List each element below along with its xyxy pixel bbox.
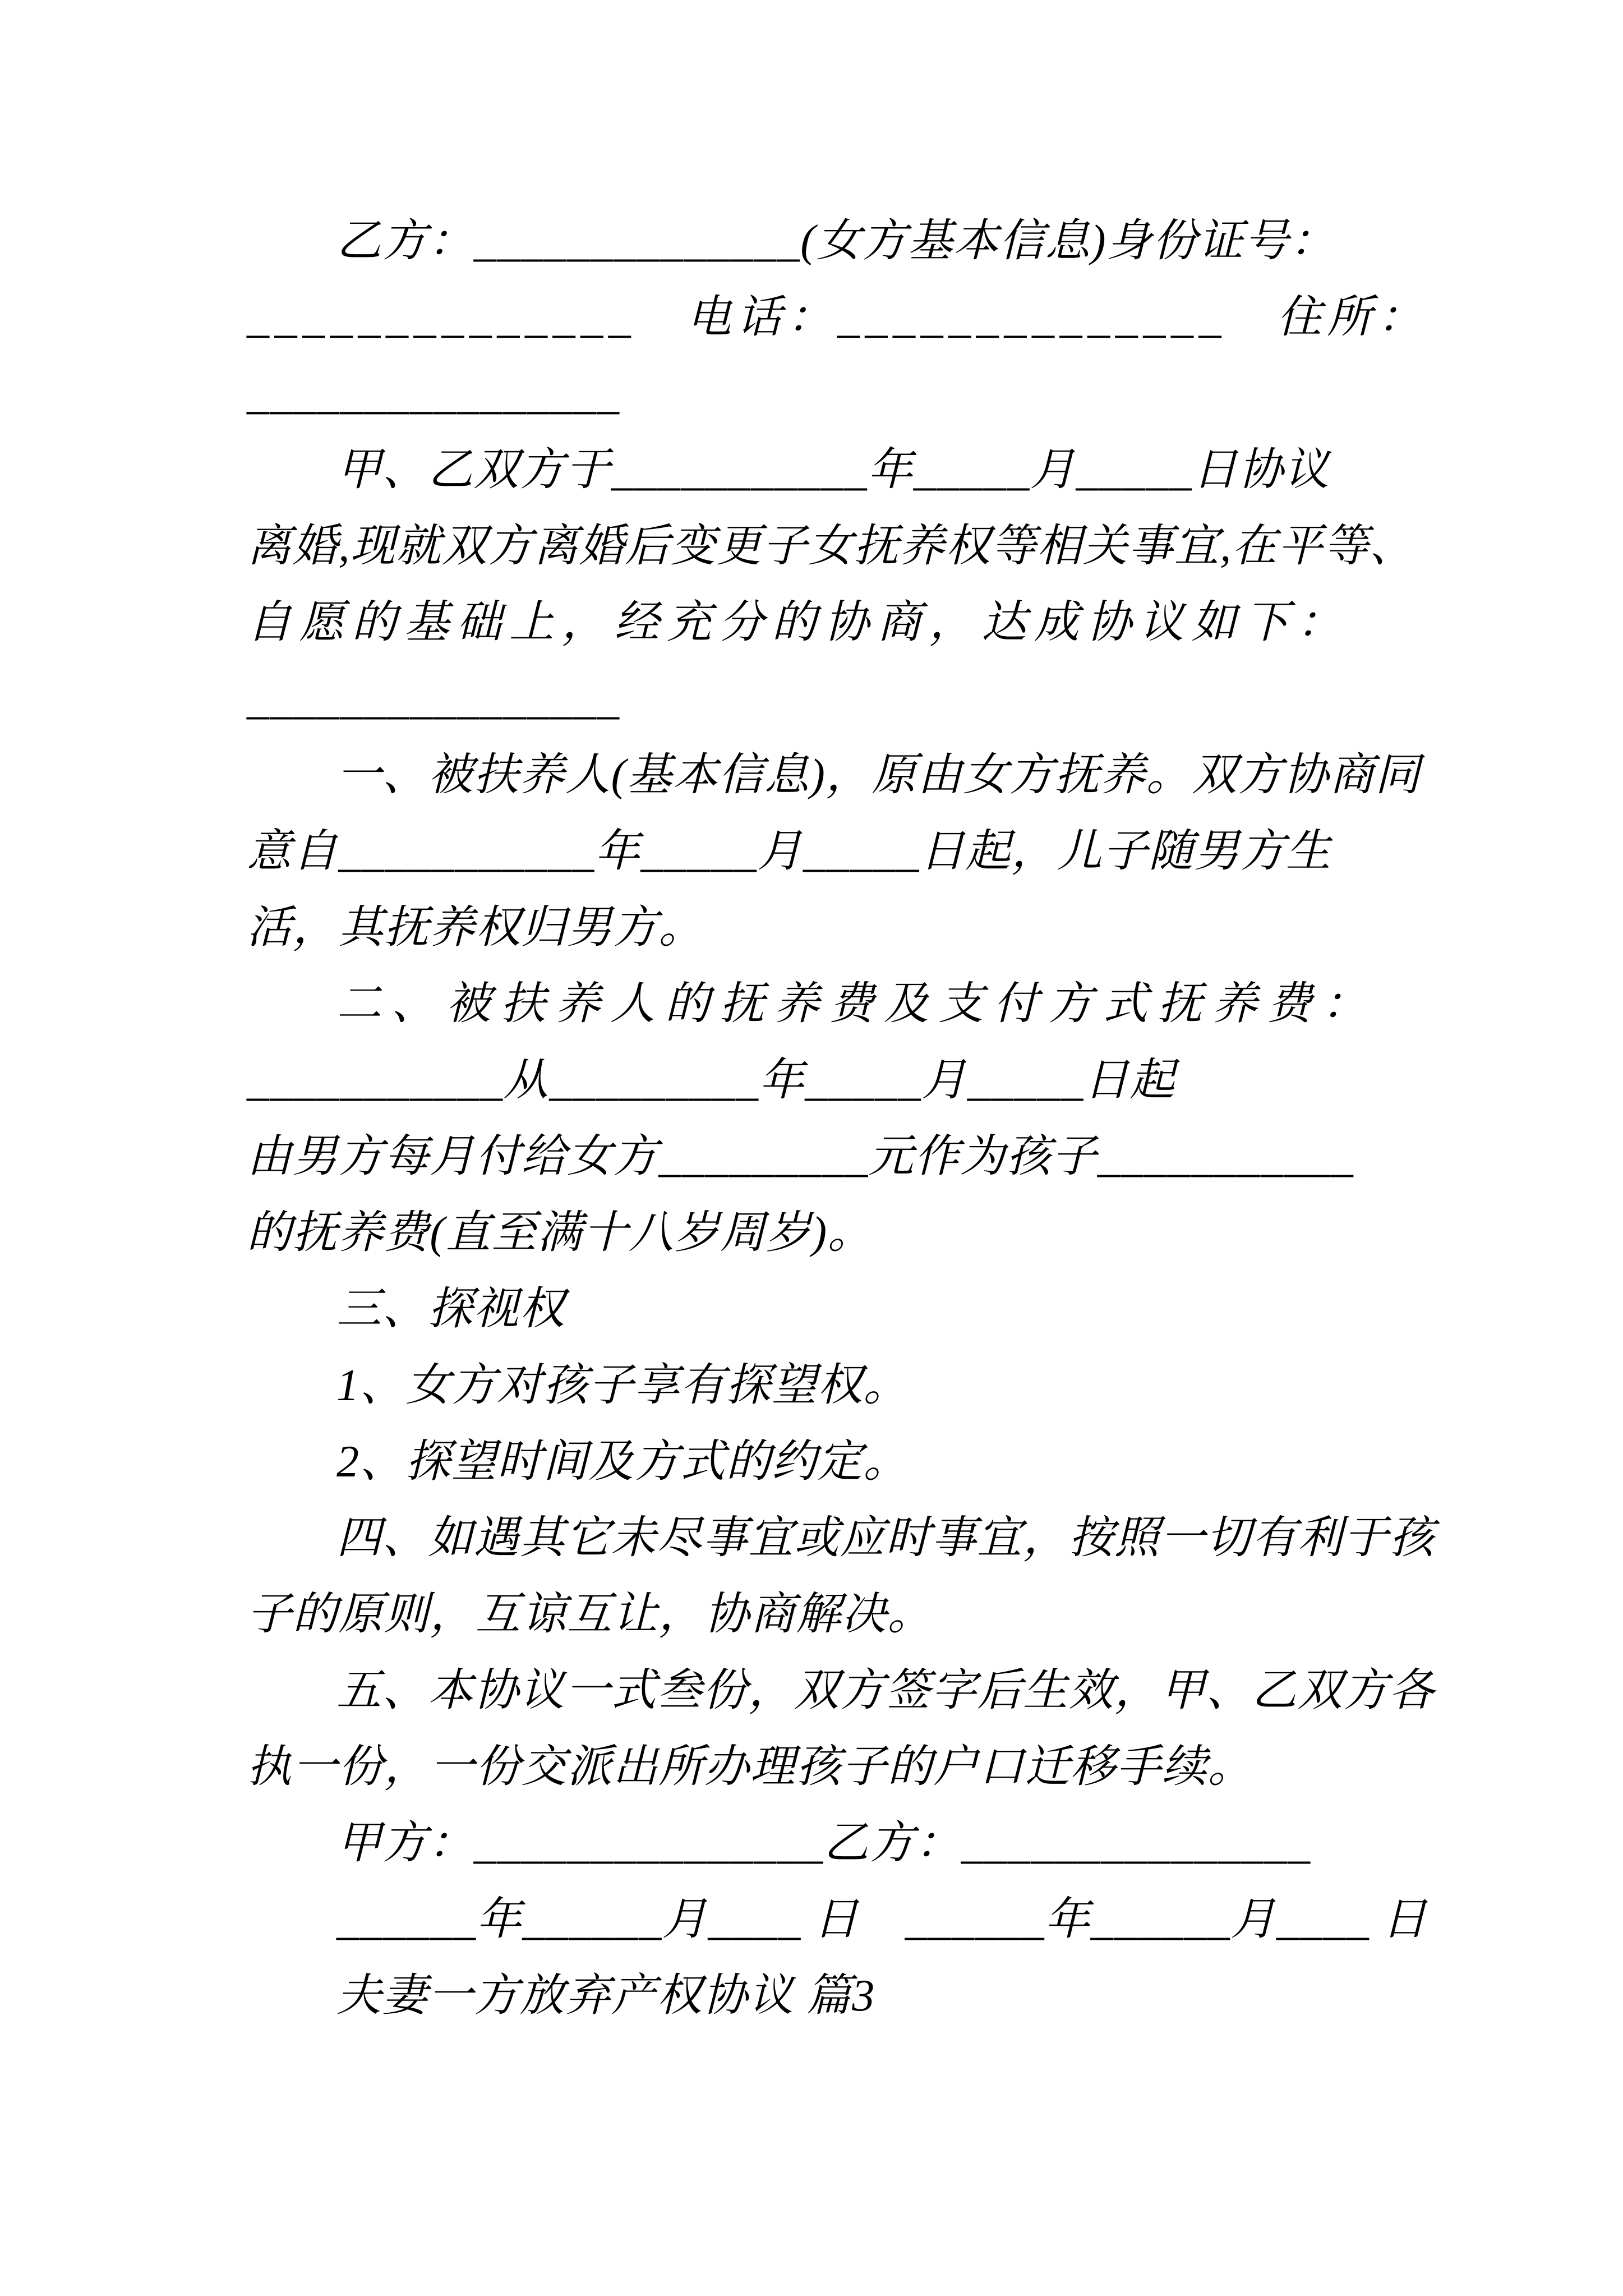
agreement-text-block (247, 203, 1435, 2034)
next-section-heading: 夫妻一方放弃产权协议 篇3 (336, 1971, 875, 2021)
clause-4-line-2: 子的原则，互谅互让，协商解决。 (247, 1590, 933, 1639)
clause-2-line-3: 由男方每月付给女方_________元作为孩子___________ (247, 1132, 1354, 1181)
clause-4-line-1: 四、如遇其它未尽事宜或应时事宜，按照一切有利于孩 (336, 1513, 1435, 1563)
clause-3-heading: 三、探视权 (336, 1285, 565, 1334)
blank-underline-2: ________________ (247, 674, 620, 724)
divorce-date-line: 甲、乙双方于___________年_____月_____日协议 (336, 445, 1330, 495)
phone-address-line: ______________ 电话：______________ 住所： (247, 293, 1428, 342)
clause-2-heading: 二、被扶养人的抚养费及支付方式抚养费： (336, 979, 1377, 1029)
clause-2-line-2: ___________从_________年_____月_____日起 (247, 1056, 1175, 1105)
clause-3-item-1: 1、女方对孩子享有探望权。 (336, 1361, 909, 1410)
clause-1-line-3: 活，其抚养权归男方。 (247, 903, 704, 953)
clause-2-line-4: 的抚养费(直至满十八岁周岁)。 (247, 1208, 874, 1258)
clause-5-line-1: 五、本协议一式叁份，双方签字后生效，甲、乙双方各 (336, 1666, 1435, 1715)
preamble-line-3: 自愿的基础上，经充分的协商，达成协议如下： (247, 598, 1349, 647)
clause-3-item-2: 2、探望时间及方式的约定。 (336, 1437, 909, 1487)
signature-line: 甲方：_______________乙方：_______________ (336, 1819, 1311, 1868)
party-b-line: 乙方：______________(女方基本信息)身份证号： (336, 217, 1336, 266)
blank-underline-1: ________________ (247, 369, 620, 418)
preamble-line-2: 离婚,现就双方离婚后变更子女抚养权等相关事宜,在平等、 (247, 522, 1415, 571)
clause-5-line-2: 执一份，一份交派出所办理孩子的户口迁移手续。 (247, 1742, 1254, 1792)
clause-1-line-2: 意自___________年_____月_____日起，儿子随男方生 (247, 827, 1332, 876)
clause-1-line-1: 一、被扶养人(基本信息)，原由女方抚养。双方协商同 (336, 751, 1421, 800)
signature-date-line: ______年______月____ 日 ______年______月____ 日 (336, 1895, 1428, 1944)
